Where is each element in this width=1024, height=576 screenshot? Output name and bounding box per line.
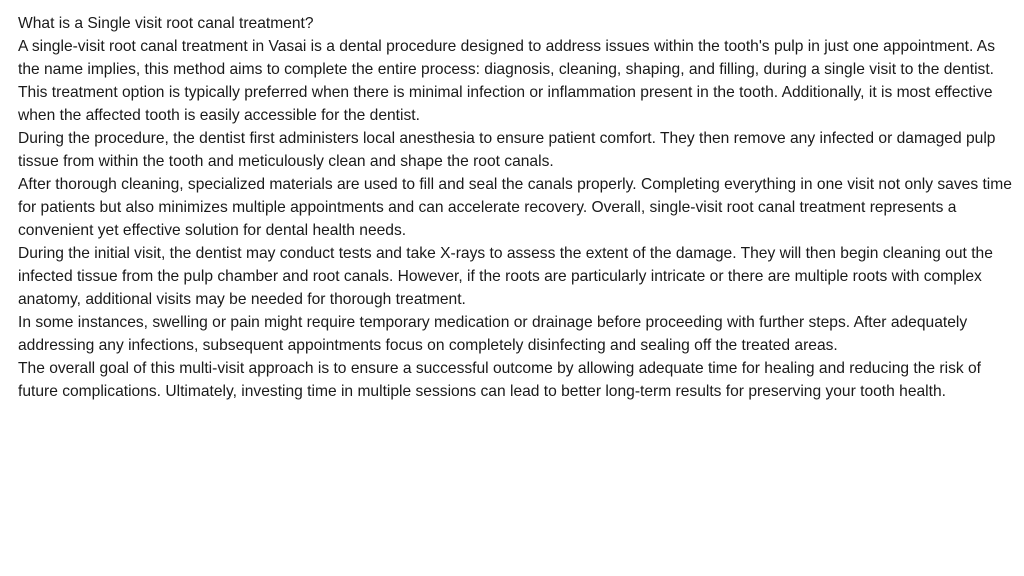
paragraph-after-cleaning: After thorough cleaning, specialized materials are used to fill and seal the canals properly. Completing everything in one visit not only saves time for patients but also minimizes multiple appointments and can accelerate recovery. Overall, single-visit root canal treatment represents a convenient yet effective solution for dental health needs. xyxy=(18,176,1012,239)
paragraph-procedure: During the procedure, the dentist first administers local anesthesia to ensure patient comfort. They then remove any infected or damaged pulp tissue from within the tooth and meticulously clean and shape the root canals. xyxy=(18,130,996,170)
slide-title: What is a Single visit root canal treatment? xyxy=(18,15,314,32)
paragraph-some-instances: In some instances, swelling or pain might require temporary medication or drainage before proceeding with further steps. After adequately addressing any infections, subsequent appointments focus on completely disinfecting and sealing off the treated areas. xyxy=(18,314,968,354)
paragraph-overall-goal: The overall goal of this multi-visit approach is to ensure a successful outcome by allowing adequate time for healing and reducing the risk of future complications. Ultimately, investing time in multiple sessions can lead to better long-term results for preserving your tooth health. xyxy=(18,360,981,400)
paragraph-initial-visit: During the initial visit, the dentist may conduct tests and take X-rays to assess the extent of the damage. They will then begin cleaning out the infected tissue from the pulp chamber and root canals. However, if the roots are particularly intricate or there are multiple roots with complex anatomy, additional visits may be needed for thorough treatment. xyxy=(18,245,993,308)
slide-text-body xyxy=(18,12,1012,403)
paragraph-single-visit-intro: A single-visit root canal treatment in Vasai is a dental procedure designed to address issues within the tooth's pulp in just one appointment. As the name implies, this method aims to complete the entire process: diagnosis, cleaning, shaping, and filling, during a single visit to the dentist. xyxy=(18,38,995,78)
paragraph-preferred-when: This treatment option is typically preferred when there is minimal infection or inflammation present in the tooth. Additionally, it is most effective when the affected tooth is easily accessible for the dentist. xyxy=(18,84,993,124)
